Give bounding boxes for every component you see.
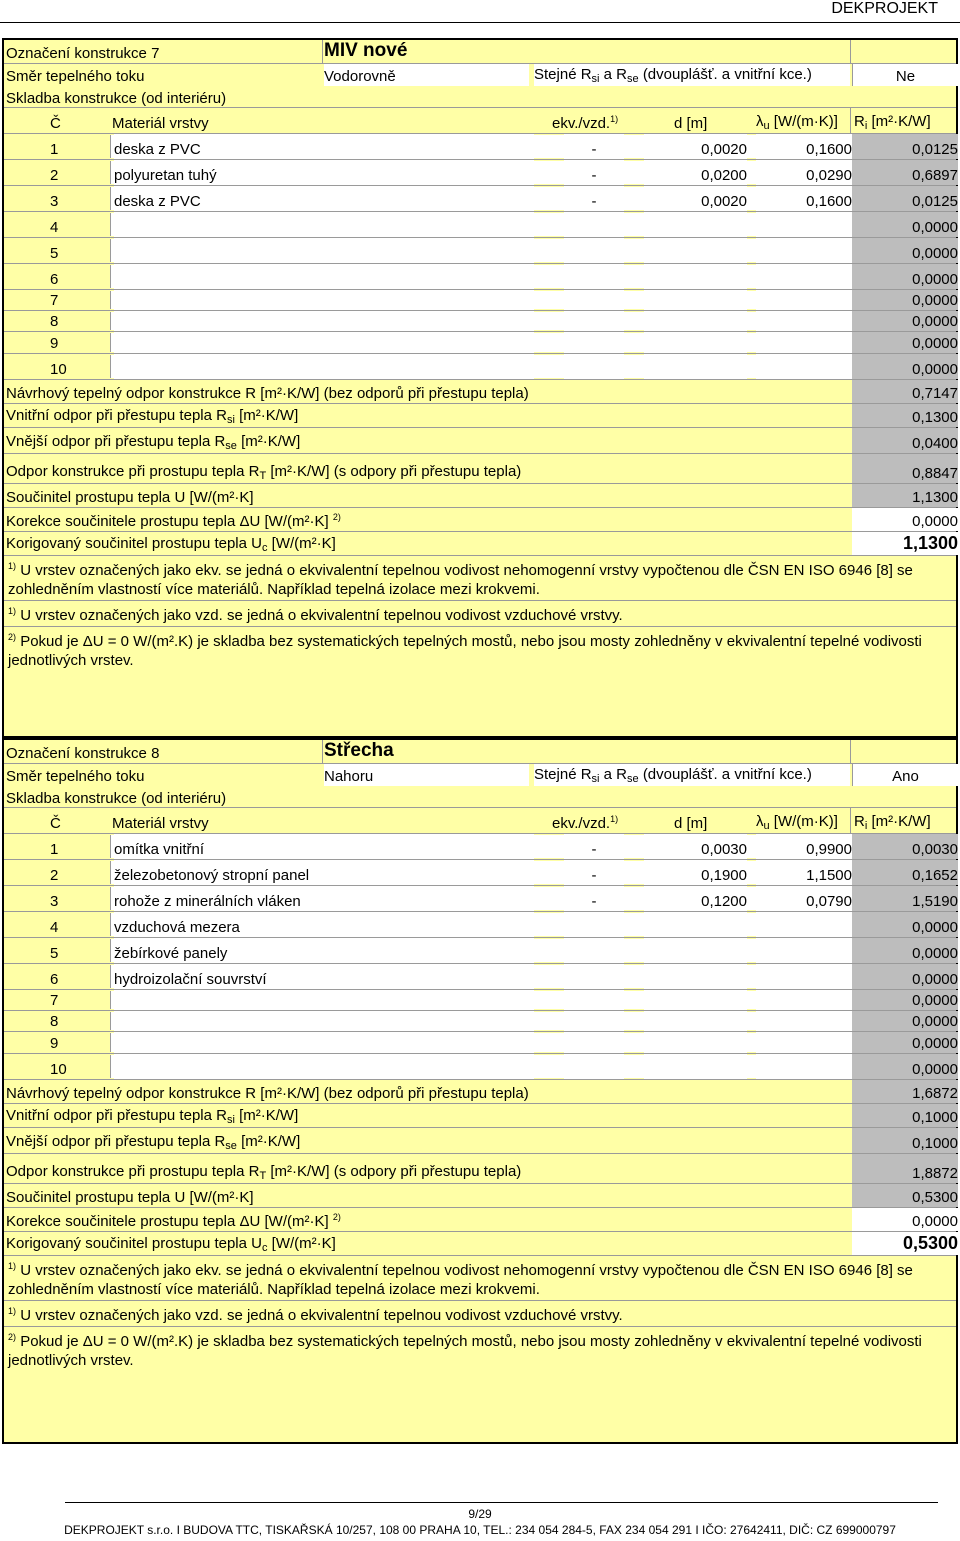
layer-material bbox=[114, 332, 534, 353]
layer-ekv bbox=[564, 990, 624, 1010]
table-row bbox=[4, 1032, 956, 1054]
layer-material: deska z PVC bbox=[114, 134, 534, 159]
layer-lambda bbox=[756, 990, 852, 1010]
table-row bbox=[4, 990, 956, 1011]
table-row bbox=[4, 860, 956, 886]
col-header-ekv: ekv./vzd.$^{1)}$ bbox=[552, 814, 619, 832]
layer-thickness bbox=[644, 938, 747, 963]
table-row bbox=[4, 290, 956, 311]
layer-resistance: 0,0000 bbox=[852, 964, 958, 989]
layer-resistance: 0,0000 bbox=[852, 912, 958, 937]
construction-label: Označení konstrukce 8 bbox=[6, 745, 160, 762]
layer-material: železobetonový stropní panel bbox=[114, 860, 534, 885]
layer-material: deska z PVC bbox=[114, 186, 534, 211]
u-value-value: 1,1300 bbox=[852, 484, 958, 507]
construction-block bbox=[2, 38, 958, 738]
layer-lambda: 0,1600 bbox=[756, 134, 852, 159]
direction-label: Směr tepelného toku bbox=[6, 68, 145, 85]
layer-lambda bbox=[756, 311, 852, 331]
layer-ekv bbox=[564, 912, 624, 937]
layer-material bbox=[114, 238, 534, 263]
layer-thickness bbox=[644, 990, 747, 1010]
layer-lambda bbox=[756, 938, 852, 963]
layer-resistance: 0,0000 bbox=[852, 311, 958, 331]
layer-thickness bbox=[644, 1011, 747, 1031]
table-row bbox=[4, 1054, 956, 1080]
layer-material bbox=[114, 264, 534, 289]
layer-material: žebírkové panely bbox=[114, 938, 534, 963]
same-resistance-label: Stejné $R_{si}$ a $R_{se}$ (dvouplášť. a vnitřní kce.) bbox=[534, 64, 850, 86]
design-resistance-value: 1,6872 bbox=[852, 1080, 958, 1103]
layer-number: 3 bbox=[50, 193, 59, 210]
layer-lambda bbox=[756, 354, 852, 379]
layer-lambda: 0,0790 bbox=[756, 886, 852, 911]
footer-divider bbox=[65, 1502, 938, 1503]
table-row bbox=[4, 160, 956, 186]
layer-ekv: - bbox=[564, 160, 624, 185]
u-correction-value: 0,0000 bbox=[852, 1208, 958, 1231]
u-value-label: Součinitel prostupu tepla U [W/(m²·K] bbox=[6, 1189, 254, 1206]
layer-ekv bbox=[564, 354, 624, 379]
same-resistance-value: Ano bbox=[852, 764, 958, 786]
layer-ekv bbox=[564, 311, 624, 331]
layer-resistance: 0,0125 bbox=[852, 134, 958, 159]
layer-resistance: 0,0000 bbox=[852, 1011, 958, 1031]
layer-ekv: - bbox=[564, 834, 624, 859]
internal-surface-resistance-label: Vnitřní odpor při přestupu tepla $R_{si}$ [m²·K/W] bbox=[6, 1107, 299, 1126]
u-correction-value: 0,0000 bbox=[852, 508, 958, 531]
u-correction-label: Korekce součinitele prostupu tepla ΔU [W/(m²·K] $^{2)}$ bbox=[6, 1212, 341, 1230]
layer-lambda bbox=[756, 290, 852, 310]
layer-lambda bbox=[756, 1054, 852, 1079]
layer-lambda: 0,9900 bbox=[756, 834, 852, 859]
design-resistance-label: Návrhový tepelný odpor konstrukce R [m²·K/W] (bez odporů při přestupu tepla) bbox=[6, 385, 529, 402]
layer-resistance: 0,0125 bbox=[852, 186, 958, 211]
layer-thickness: 0,0030 bbox=[644, 834, 747, 859]
same-resistance-label: Stejné $R_{si}$ a $R_{se}$ (dvouplášť. a vnitřní kce.) bbox=[534, 764, 850, 786]
note-thermal-bridges: $^{2)}$ Pokud je ΔU = 0 W/(m².K) je skladba bez systematických tepelných mostů, nebo jsou mosty zohledněny v ekvivalentní tepelné vodivosti jednotlivých vrstev. bbox=[8, 632, 922, 669]
layer-number: 10 bbox=[50, 361, 67, 378]
col-header-material: Materiál vrstvy bbox=[112, 815, 209, 832]
layer-thickness: 0,0020 bbox=[644, 186, 747, 211]
layer-ekv: - bbox=[564, 860, 624, 885]
direction-label: Směr tepelného toku bbox=[6, 768, 145, 785]
layer-thickness: 0,1200 bbox=[644, 886, 747, 911]
corrected-u-value-value: 0,5300 bbox=[852, 1232, 958, 1255]
construction-block bbox=[2, 738, 958, 1444]
note-air-layer: $^{1)}$ U vrstev označených jako vzd. se jedná o ekvivalentní tepelnou vodivost vzduchové vrstvy. bbox=[4, 1301, 956, 1327]
layer-resistance: 0,0000 bbox=[852, 354, 958, 379]
layer-number: 5 bbox=[50, 945, 59, 962]
table-row bbox=[4, 212, 956, 238]
corrected-u-value-label: Korigovaný součinitel prostupu tepla $U_c$ [W/(m²·K] bbox=[6, 535, 336, 554]
layer-number: 1 bbox=[50, 841, 59, 858]
external-surface-resistance-value: 0,0400 bbox=[852, 428, 958, 453]
layer-ekv bbox=[564, 290, 624, 310]
layer-material: polyuretan tuhý bbox=[114, 160, 534, 185]
layer-material bbox=[114, 1011, 534, 1031]
col-header-material: Materiál vrstvy bbox=[112, 115, 209, 132]
layer-ekv bbox=[564, 212, 624, 237]
layer-number: 4 bbox=[50, 919, 59, 936]
table-row bbox=[4, 834, 956, 860]
layer-number: 8 bbox=[50, 313, 59, 330]
u-correction-label: Korekce součinitele prostupu tepla ΔU [W/(m²·K] $^{2)}$ bbox=[6, 512, 341, 530]
table-row bbox=[4, 964, 956, 990]
layer-lambda: 1,1500 bbox=[756, 860, 852, 885]
layer-material: hydroizolační souvrství bbox=[114, 964, 534, 989]
layer-ekv bbox=[564, 1054, 624, 1079]
total-resistance-label: Odpor konstrukce při prostupu tepla $R_T$ [m²·K/W] (s odpory při přestupu tepla) bbox=[6, 463, 522, 482]
layer-thickness: 0,1900 bbox=[644, 860, 747, 885]
direction-value: Vodorovně bbox=[324, 64, 529, 86]
layer-lambda bbox=[756, 912, 852, 937]
layer-ekv: - bbox=[564, 134, 624, 159]
table-row bbox=[4, 354, 956, 380]
layer-thickness bbox=[644, 1032, 747, 1053]
table-row bbox=[4, 186, 956, 212]
table-row bbox=[4, 332, 956, 354]
layer-thickness bbox=[644, 212, 747, 237]
layer-thickness: 0,0020 bbox=[644, 134, 747, 159]
layer-material: rohože z minerálních vláken bbox=[114, 886, 534, 911]
layer-number: 9 bbox=[50, 335, 59, 352]
layer-resistance: 0,1652 bbox=[852, 860, 958, 885]
layer-number: 7 bbox=[50, 292, 59, 309]
company-brand: DEKPROJEKT bbox=[831, 0, 938, 17]
page-number: 9/29 bbox=[468, 1507, 492, 1521]
layer-number: 6 bbox=[50, 971, 59, 988]
col-header-ekv: ekv./vzd.$^{1)}$ bbox=[552, 114, 619, 132]
layer-resistance: 0,0000 bbox=[852, 238, 958, 263]
layer-number: 10 bbox=[50, 1061, 67, 1078]
composition-label: Skladba konstrukce (od interiéru) bbox=[6, 90, 227, 107]
layer-material: vzduchová mezera bbox=[114, 912, 534, 937]
layer-resistance: 1,5190 bbox=[852, 886, 958, 911]
layer-thickness bbox=[644, 964, 747, 989]
layer-material bbox=[114, 990, 534, 1010]
layer-material bbox=[114, 1032, 534, 1053]
col-header-resistance: $R_i$ [m²·K/W] bbox=[854, 113, 931, 132]
layer-lambda bbox=[756, 332, 852, 353]
note-thermal-bridges: $^{2)}$ Pokud je ΔU = 0 W/(m².K) je skladba bez systematických tepelných mostů, nebo jsou mosty zohledněny v ekvivalentní tepelné vodivosti jednotlivých vrstev. bbox=[8, 1332, 922, 1369]
total-resistance-value: 0,8847 bbox=[852, 454, 958, 483]
layer-lambda: 0,1600 bbox=[756, 186, 852, 211]
total-resistance-value: 1,8872 bbox=[852, 1154, 958, 1183]
total-resistance-label: Odpor konstrukce při prostupu tepla $R_T$ [m²·K/W] (s odpory při přestupu tepla) bbox=[6, 1163, 522, 1182]
construction-name: MIV nové bbox=[324, 40, 408, 61]
col-header-thickness: d [m] bbox=[674, 815, 708, 832]
layer-number: 3 bbox=[50, 893, 59, 910]
layer-material bbox=[114, 212, 534, 237]
layer-ekv bbox=[564, 264, 624, 289]
layer-thickness bbox=[644, 311, 747, 331]
col-header-number: Č bbox=[50, 115, 61, 132]
note-equivalent: $^{1)}$ U vrstev označených jako ekv. se jedná o ekvivalentní tepelnou vodivost nehomogenní vrstvy vypočtenou dle ČSN EN ISO 6946 [8] se zohledněním vlastností více materiálů. Například tepelná izolace mezi krokvemi. bbox=[4, 556, 956, 601]
u-value-value: 0,5300 bbox=[852, 1184, 958, 1207]
layer-thickness bbox=[644, 238, 747, 263]
layer-number: 9 bbox=[50, 1035, 59, 1052]
layer-material bbox=[114, 311, 534, 331]
layer-resistance: 0,0000 bbox=[852, 1054, 958, 1079]
note-equivalent: $^{1)}$ U vrstev označených jako ekv. se jedná o ekvivalentní tepelnou vodivost nehomogenní vrstvy vypočtenou dle ČSN EN ISO 6946 [8] se zohledněním vlastností více materiálů. Například tepelná izolace mezi krokvemi. bbox=[4, 1256, 956, 1301]
layer-material: omítka vnitřní bbox=[114, 834, 534, 859]
external-surface-resistance-label: Vnější odpor při přestupu tepla $R_{se}$ [m²·K/W] bbox=[6, 433, 301, 452]
layer-material bbox=[114, 354, 534, 379]
layer-ekv: - bbox=[564, 186, 624, 211]
layer-number: 7 bbox=[50, 992, 59, 1009]
layer-lambda bbox=[756, 212, 852, 237]
layer-lambda bbox=[756, 964, 852, 989]
note-air-layer: $^{1)}$ U vrstev označených jako vzd. se jedná o ekvivalentní tepelnou vodivost vzduchové vrstvy. bbox=[4, 601, 956, 627]
layer-resistance: 0,0000 bbox=[852, 938, 958, 963]
col-header-resistance: $R_i$ [m²·K/W] bbox=[854, 813, 931, 832]
layer-resistance: 0,0000 bbox=[852, 1032, 958, 1053]
layer-lambda bbox=[756, 238, 852, 263]
direction-value: Nahoru bbox=[324, 764, 529, 786]
layer-lambda bbox=[756, 1011, 852, 1031]
col-header-lambda: $\lambda_u$ [W/(m·K)] bbox=[756, 813, 838, 832]
table-row bbox=[4, 264, 956, 290]
layer-ekv bbox=[564, 1011, 624, 1031]
layer-lambda bbox=[756, 1032, 852, 1053]
layer-resistance: 0,0000 bbox=[852, 332, 958, 353]
layer-ekv bbox=[564, 332, 624, 353]
external-surface-resistance-value: 0,1000 bbox=[852, 1128, 958, 1153]
table-row bbox=[4, 886, 956, 912]
table-row bbox=[4, 912, 956, 938]
internal-surface-resistance-value: 0,1000 bbox=[852, 1104, 958, 1127]
layer-lambda: 0,0290 bbox=[756, 160, 852, 185]
header-divider bbox=[0, 22, 960, 23]
layer-thickness bbox=[644, 354, 747, 379]
layer-thickness bbox=[644, 290, 747, 310]
layer-lambda bbox=[756, 264, 852, 289]
layer-number: 1 bbox=[50, 141, 59, 158]
internal-surface-resistance-value: 0,1300 bbox=[852, 404, 958, 427]
layer-thickness bbox=[644, 332, 747, 353]
layer-resistance: 0,0030 bbox=[852, 834, 958, 859]
layer-number: 6 bbox=[50, 271, 59, 288]
same-resistance-value: Ne bbox=[852, 64, 958, 86]
table-row bbox=[4, 311, 956, 332]
col-header-lambda: $\lambda_u$ [W/(m·K)] bbox=[756, 113, 838, 132]
layer-number: 8 bbox=[50, 1013, 59, 1030]
layer-ekv bbox=[564, 938, 624, 963]
layer-thickness bbox=[644, 264, 747, 289]
table-row bbox=[4, 238, 956, 264]
u-value-label: Součinitel prostupu tepla U [W/(m²·K] bbox=[6, 489, 254, 506]
construction-name: Střecha bbox=[324, 740, 394, 761]
layer-material bbox=[114, 1054, 534, 1079]
layer-number: 5 bbox=[50, 245, 59, 262]
layer-material bbox=[114, 290, 534, 310]
external-surface-resistance-label: Vnější odpor při přestupu tepla $R_{se}$ [m²·K/W] bbox=[6, 1133, 301, 1152]
design-resistance-label: Návrhový tepelný odpor konstrukce R [m²·K/W] (bez odporů při přestupu tepla) bbox=[6, 1085, 529, 1102]
layer-resistance: 0,0000 bbox=[852, 264, 958, 289]
layer-resistance: 0,0000 bbox=[852, 290, 958, 310]
footer-address: DEKPROJEKT s.r.o. I BUDOVA TTC, TISKAŘSKÁ 10/257, 108 00 PRAHA 10, TEL.: 234 054 284-5, FAX 234 054 291 I IČO: 27642411, DIČ: CZ 699000797 bbox=[64, 1523, 896, 1537]
layer-number: 2 bbox=[50, 167, 59, 184]
layer-resistance: 0,0000 bbox=[852, 212, 958, 237]
composition-label: Skladba konstrukce (od interiéru) bbox=[6, 790, 227, 807]
layer-thickness bbox=[644, 1054, 747, 1079]
construction-label: Označení konstrukce 7 bbox=[6, 45, 160, 62]
layer-ekv bbox=[564, 1032, 624, 1053]
corrected-u-value-label: Korigovaný součinitel prostupu tepla $U_c$ [W/(m²·K] bbox=[6, 1235, 336, 1254]
internal-surface-resistance-label: Vnitřní odpor při přestupu tepla $R_{si}$ [m²·K/W] bbox=[6, 407, 299, 426]
layer-thickness: 0,0200 bbox=[644, 160, 747, 185]
col-header-thickness: d [m] bbox=[674, 115, 708, 132]
layer-resistance: 0,0000 bbox=[852, 990, 958, 1010]
table-row bbox=[4, 134, 956, 160]
table-row bbox=[4, 938, 956, 964]
layer-ekv bbox=[564, 238, 624, 263]
table-row bbox=[4, 1011, 956, 1032]
layer-thickness bbox=[644, 912, 747, 937]
layer-number: 4 bbox=[50, 219, 59, 236]
design-resistance-value: 0,7147 bbox=[852, 380, 958, 403]
col-header-number: Č bbox=[50, 815, 61, 832]
layer-ekv: - bbox=[564, 886, 624, 911]
layer-resistance: 0,6897 bbox=[852, 160, 958, 185]
layer-ekv bbox=[564, 964, 624, 989]
corrected-u-value-value: 1,1300 bbox=[852, 532, 958, 555]
layer-number: 2 bbox=[50, 867, 59, 884]
